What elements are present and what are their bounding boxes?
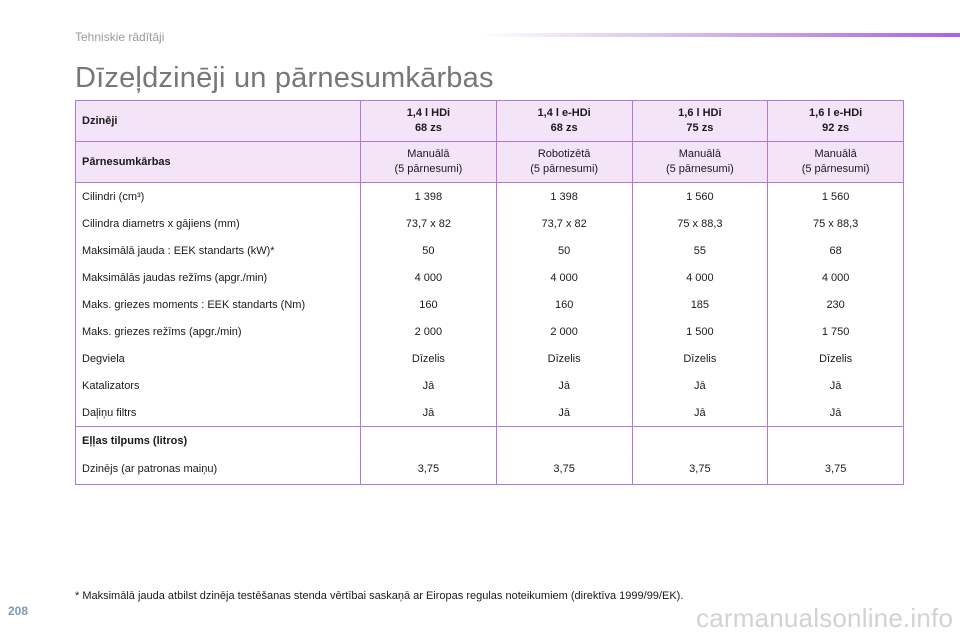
row-value bbox=[496, 427, 632, 455]
engines-label: Dzinēji bbox=[76, 101, 361, 142]
gearbox-cell: Manuālā (5 pārnesumi) bbox=[632, 142, 768, 183]
row-value: Jā bbox=[632, 372, 768, 399]
page-number: 208 bbox=[8, 604, 29, 618]
gearbox-cell: Manuālā (5 pārnesumi) bbox=[768, 142, 904, 183]
row-label: Cilindri (cm³) bbox=[76, 183, 361, 211]
gearbox-cell: Manuālā (5 pārnesumi) bbox=[361, 142, 497, 183]
row-value: Jā bbox=[361, 399, 497, 427]
row-label: Maksimālā jauda : EEK standarts (kW)* bbox=[76, 237, 361, 264]
row-label: Eļļas tilpums (litros) bbox=[76, 427, 361, 455]
row-value: Jā bbox=[768, 372, 904, 399]
row-value: 3,75 bbox=[768, 454, 904, 485]
row-value: Jā bbox=[768, 399, 904, 427]
row-value: Dīzelis bbox=[632, 345, 768, 372]
page-title: Dīzeļdzinēji un pārnesumkārbas bbox=[75, 62, 494, 94]
engine-cell: 1,4 l HDi 68 zs bbox=[361, 101, 497, 142]
row-label: Dzinējs (ar patronas maiņu) bbox=[76, 454, 361, 485]
gearbox-label: Pārnesumkārbas bbox=[76, 142, 361, 183]
gearbox-cell: Robotizētā (5 pārnesumi) bbox=[496, 142, 632, 183]
row-value: 75 x 88,3 bbox=[768, 210, 904, 237]
watermark: carmanualsonline.info bbox=[696, 603, 954, 633]
row-value: 160 bbox=[496, 291, 632, 318]
row-value: 1 398 bbox=[361, 183, 497, 211]
gearbox-header-row bbox=[76, 142, 904, 183]
spec-row bbox=[76, 237, 904, 264]
row-value: 68 bbox=[768, 237, 904, 264]
row-label: Maksimālās jaudas režīms (apgr./min) bbox=[76, 264, 361, 291]
row-value: 1 560 bbox=[768, 183, 904, 211]
row-value: 73,7 x 82 bbox=[361, 210, 497, 237]
footnote: * Maksimālā jauda atbilst dzinēja testēšanas stenda vērtībai saskaņā ar Eiropas regulas noteikumiem (direktīva 1999/99/EK). bbox=[75, 590, 684, 602]
row-value: Jā bbox=[632, 399, 768, 427]
row-value: Jā bbox=[496, 372, 632, 399]
row-value: 185 bbox=[632, 291, 768, 318]
row-value: 50 bbox=[361, 237, 497, 264]
row-value: 160 bbox=[361, 291, 497, 318]
spec-row bbox=[76, 183, 904, 211]
engine-spec-table bbox=[75, 100, 904, 485]
row-value bbox=[361, 427, 497, 455]
row-label: Degviela bbox=[76, 345, 361, 372]
row-label: Daļiņu filtrs bbox=[76, 399, 361, 427]
row-value: 50 bbox=[496, 237, 632, 264]
row-value: 230 bbox=[768, 291, 904, 318]
row-value: 4 000 bbox=[768, 264, 904, 291]
spec-row bbox=[76, 264, 904, 291]
row-label: Maks. griezes režīms (apgr./min) bbox=[76, 318, 361, 345]
row-value: 2 000 bbox=[361, 318, 497, 345]
row-label: Maks. griezes moments : EEK standarts (Nm) bbox=[76, 291, 361, 318]
row-value: 1 500 bbox=[632, 318, 768, 345]
row-label: Katalizators bbox=[76, 372, 361, 399]
oil-capacity-row bbox=[76, 454, 904, 485]
row-value: Dīzelis bbox=[768, 345, 904, 372]
row-value: 75 x 88,3 bbox=[632, 210, 768, 237]
row-value: 2 000 bbox=[496, 318, 632, 345]
row-value: 4 000 bbox=[496, 264, 632, 291]
spec-row bbox=[76, 318, 904, 345]
row-value: 1 398 bbox=[496, 183, 632, 211]
row-value: 55 bbox=[632, 237, 768, 264]
spec-row bbox=[76, 345, 904, 372]
oil-capacity-header-row bbox=[76, 427, 904, 455]
engine-cell: 1,6 l HDi 75 zs bbox=[632, 101, 768, 142]
header-gradient-rule bbox=[480, 33, 960, 37]
section-label: Tehniskie rādītāji bbox=[75, 30, 165, 44]
row-value: 73,7 x 82 bbox=[496, 210, 632, 237]
spec-row bbox=[76, 291, 904, 318]
row-value bbox=[768, 427, 904, 455]
row-label: Cilindra diametrs x gājiens (mm) bbox=[76, 210, 361, 237]
row-value bbox=[632, 427, 768, 455]
spec-row bbox=[76, 372, 904, 399]
row-value: 3,75 bbox=[632, 454, 768, 485]
engine-cell: 1,6 l e-HDi 92 zs bbox=[768, 101, 904, 142]
row-value: Jā bbox=[361, 372, 497, 399]
engines-header-row bbox=[76, 101, 904, 142]
row-value: 3,75 bbox=[496, 454, 632, 485]
engine-cell: 1,4 l e-HDi 68 zs bbox=[496, 101, 632, 142]
row-value: 4 000 bbox=[632, 264, 768, 291]
row-value: Dīzelis bbox=[361, 345, 497, 372]
spec-row bbox=[76, 210, 904, 237]
row-value: Dīzelis bbox=[496, 345, 632, 372]
row-value: 3,75 bbox=[361, 454, 497, 485]
row-value: 1 560 bbox=[632, 183, 768, 211]
spec-row bbox=[76, 399, 904, 427]
row-value: 1 750 bbox=[768, 318, 904, 345]
row-value: Jā bbox=[496, 399, 632, 427]
row-value: 4 000 bbox=[361, 264, 497, 291]
